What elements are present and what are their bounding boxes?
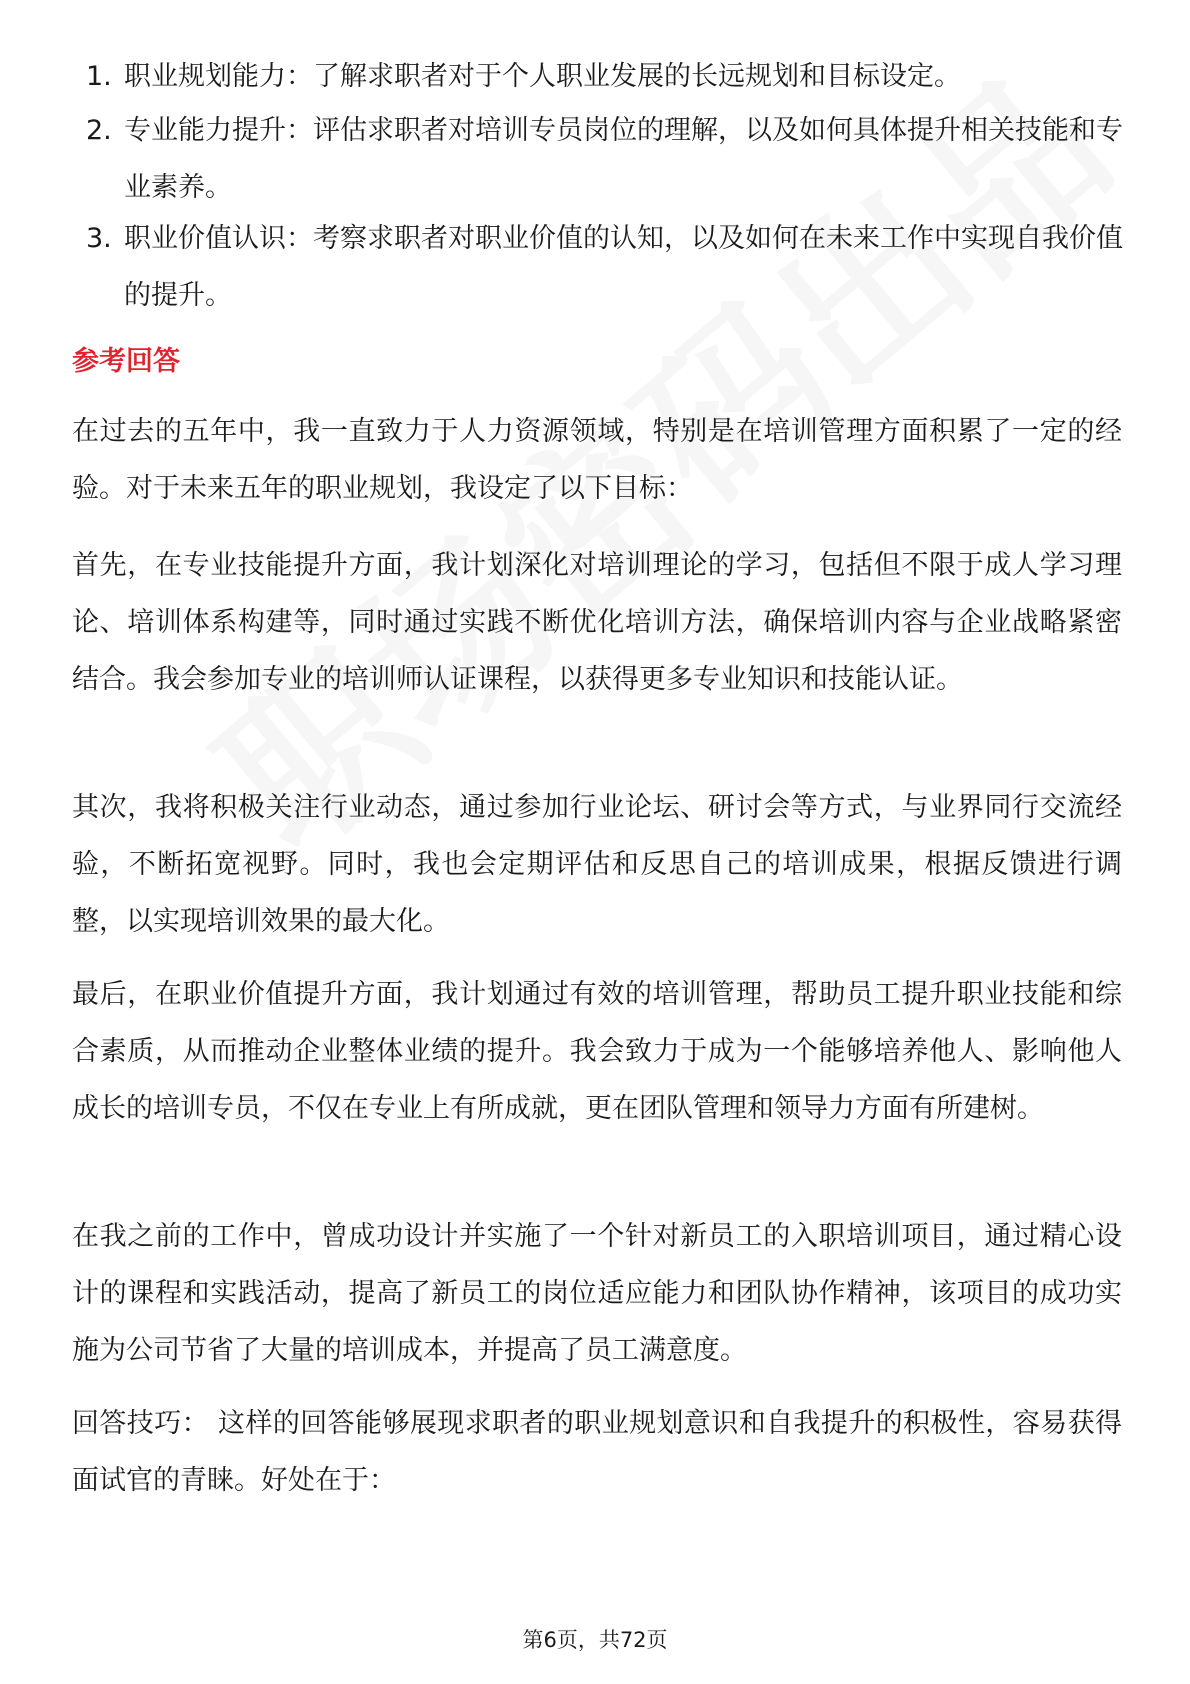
paragraph: 首先，在专业技能提升方面，我计划深化对培训理论的学习，包括但不限于成人学习理论、培训体系构建等，同时通过实践不断优化培训方法，确保培训内容与企业战略紧密结合。我会参加专业的培训师认证课程，以获得更多专业知识和技能认证。 — [72, 550, 1122, 695]
paragraph: 在过去的五年中，我一直致力于人力资源领域，特别是在培训管理方面积累了一定的经验。对于未来五年的职业规划，我设定了以下目标： — [72, 416, 1122, 504]
list-number: 2. — [86, 115, 112, 146]
list-text: 职业规划能力：了解求职者对于个人职业发展的长远规划和目标设定。 — [124, 61, 961, 92]
list-number: 1. — [86, 61, 112, 92]
list-text: 职业价值认识：考察求职者对职业价值的认知，以及如何在未来工作中实现自我价值的提升。 — [124, 223, 1123, 311]
paragraph: 在我之前的工作中，曾成功设计并实施了一个针对新员工的入职培训项目，通过精心设计的课程和实践活动，提高了新员工的岗位适应能力和团队协作精神，该项目的成功实施为公司节省了大量的培训成本，并提高了员工满意度。 — [72, 1221, 1122, 1366]
list-text: 专业能力提升：评估求职者对培训专员岗位的理解，以及如何具体提升相关技能和专业素养。 — [124, 115, 1123, 203]
page-number: 第6页，共72页 — [522, 1628, 668, 1652]
answer-tips: 回答技巧： 这样的回答能够展现求职者的职业规划意识和自我提升的积极性，容易获得面试官的青睐。好处在于： — [72, 1408, 1122, 1496]
list-number: 3. — [86, 223, 112, 254]
section-heading: 参考回答 — [72, 346, 180, 377]
paragraph: 最后，在职业价值提升方面，我计划通过有效的培训管理，帮助员工提升职业技能和综合素质，从而推动企业整体业绩的提升。我会致力于成为一个能够培养他人、影响他人成长的培训专员，不仅在专业上有所成就，更在团队管理和领导力方面有所建树。 — [72, 979, 1122, 1124]
paragraph: 其次，我将积极关注行业动态，通过参加行业论坛、研讨会等方式，与业界同行交流经验，不断拓宽视野。同时，我也会定期评估和反思自己的培训成果，根据反馈进行调整，以实现培训效果的最大化。 — [72, 792, 1122, 937]
